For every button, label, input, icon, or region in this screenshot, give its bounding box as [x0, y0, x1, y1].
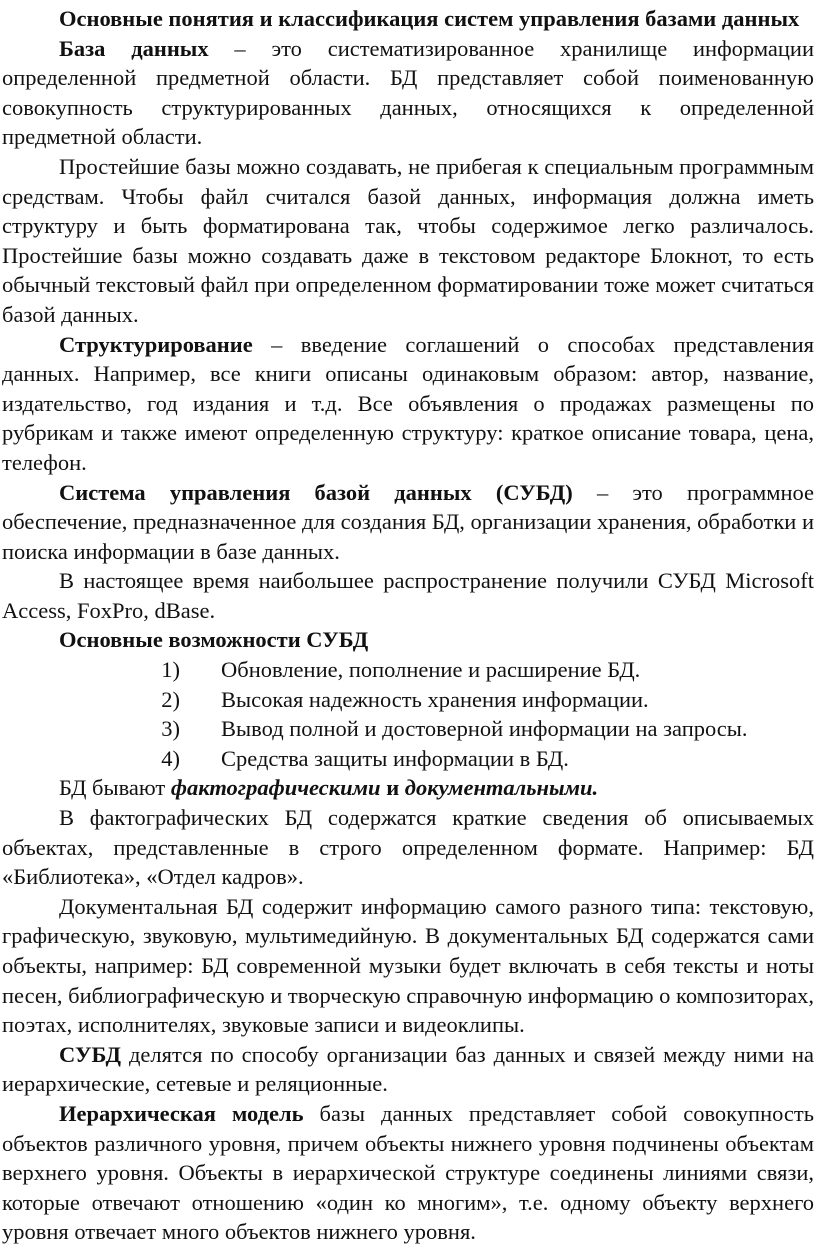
list-item-number: 3) — [161, 716, 180, 742]
list-item-text: Высокая надежность хранения информации. — [221, 686, 649, 712]
capabilities-list — [2, 655, 814, 773]
list-item-number: 4) — [161, 745, 180, 771]
definition-text: базы данных представляет собой совокупность объектов различного уровня, причем объекты нижнего уровня подчинены объектам верхнего уровня. Объекты в иерархической структуре соединены линиями связи, которые отвечают отношению «один ко многим», т.е. одному объекту верхнего уровня отвечает много объектов нижнего уровня. — [2, 1100, 814, 1245]
term-documentary: документальными. — [404, 775, 599, 801]
term-structuring: Структурирование — [59, 331, 253, 357]
paragraph-documentary: Документальная БД содержит информацию самого разного типа: текстовую, графическую, звуковую, мультимедийную. В документальных БД содержатся сами объекты, например: БД современной музыки будет включать в себя тексты и ноты песен, библиографическую и творческую справочную информацию о композиторах, поэтах, исполнителях, звуковые записи и видеоклипы. — [2, 893, 814, 1038]
paragraph-dbms-definition — [2, 478, 814, 567]
paragraph-dbms-classification — [2, 1040, 814, 1099]
list-item-number: 2) — [161, 686, 180, 712]
definition-text: – это систематизированное хранилище информации определенной предметной области. БД представляет собой поименованную совокупность структурированных данных, относящихся к определенной предметной области. — [2, 35, 815, 150]
term-hierarchical-model: Иерархическая модель — [59, 1100, 304, 1126]
capabilities-heading: Основные возможности СУБД — [59, 627, 369, 653]
paragraph-hierarchical-model — [2, 1099, 814, 1247]
term-dbms: Система управления базой данных (СУБД) — [59, 479, 573, 505]
list-item — [2, 655, 814, 685]
db-types-lead: БД бывают — [59, 775, 171, 801]
term-factographic: фактографическими — [170, 775, 381, 801]
list-item-text: Средства защиты информации в БД. — [221, 745, 569, 771]
paragraph-database-definition — [2, 34, 814, 152]
definition-text: – введение соглашений о способах представления данных. Например, все книги описаны одинаковым образом: автор, название, издательство, год издания и т.д. Все объявления о продажах размещены по рубрикам и также имеют определенную структуру: краткое описание товара, цена, телефон. — [2, 331, 814, 475]
list-item — [2, 744, 814, 774]
list-item-text: Вывод полной и достоверной информации на запросы. — [221, 716, 748, 742]
document-title: Основные понятия и классификация систем управления базами данных — [59, 6, 800, 31]
paragraph-popular-dbms: В настоящее время наибольшее распространение получили СУБД Microsoft Access, FoxPro, dBase. — [2, 568, 814, 623]
paragraph-db-types — [2, 773, 814, 803]
list-item — [2, 685, 814, 715]
list-item-text: Обновление, пополнение и расширение БД. — [221, 657, 641, 683]
db-types-and: и — [380, 775, 405, 801]
paragraph-factographic: В фактографических БД содержатся краткие сведения об описываемых объектах, представленные в строго определенном формате. Например: БД «Библиотека», «Отдел кадров». — [2, 805, 814, 890]
list-item — [2, 714, 814, 744]
definition-text: делятся по способу организации баз данных и связей между ними на иерархические, сетевые и реляционные. — [2, 1041, 814, 1097]
paragraph-simple-databases: Простейшие базы можно создавать, не прибегая к специальным программным средствам. Чтобы файл считался базой данных, информация должна иметь структуру и быть форматирована так, чтобы содержимое легко различалось. Простейшие базы можно создавать даже в текстовом редакторе Блокнот, то есть обычный текстовый файл при определенном форматировании тоже может считаться базой данных. — [2, 153, 814, 327]
term-database: База данных — [59, 35, 209, 61]
definition-text: – это программное обеспечение, предназначенное для создания БД, организации хранения, обработки и поиска информации в базе данных. — [2, 479, 815, 564]
list-item-number: 1) — [161, 657, 180, 683]
term-dbms-short: СУБД — [59, 1041, 121, 1067]
paragraph-structuring — [2, 330, 814, 478]
